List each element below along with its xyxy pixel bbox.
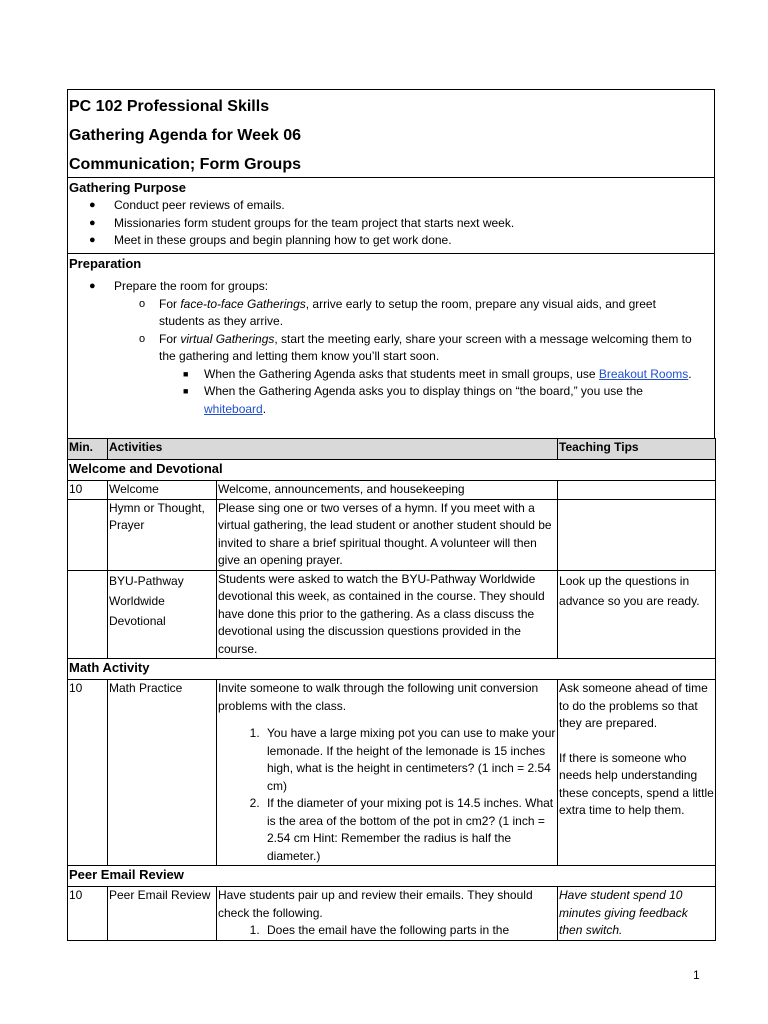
- welcome-section-title: Welcome and Devotional: [68, 460, 716, 481]
- math-problem-list: [218, 725, 556, 865]
- topic-title: Communication; Form Groups: [69, 156, 301, 173]
- course-title: PC 102 Professional Skills: [69, 98, 270, 115]
- list-item: 1. You have a large mixing pot you can use to make your lemonade. If the height of the lemonade is 15 inches high, what is the height in centimeters? (1 inch = 2.54 cm): [263, 725, 556, 795]
- peer-check-list: [218, 922, 556, 940]
- square-bullet-icon: ■: [183, 386, 189, 396]
- whiteboard-link[interactable]: whiteboard: [204, 401, 263, 416]
- list-item: ● Missionaries form student groups for the team project that starts next week.: [68, 215, 714, 233]
- list-item: ● Prepare the room for groups:: [68, 278, 714, 296]
- activities-header: Activities: [108, 439, 558, 460]
- purpose-title: Gathering Purpose: [69, 180, 187, 195]
- section-row: [68, 866, 716, 887]
- table-row: 10 Welcome Welcome, announcements, and housekeeping: [68, 481, 716, 500]
- min-header: Min.: [68, 439, 108, 460]
- preparation-title: Preparation: [69, 256, 142, 271]
- table-row: BYU-Pathway Worldwide Devotional Students were asked to watch the BYU-Pathway Worldwide devotional this week, as contained in the course. They should have done this prior to the gathering. As a class discuss the devotional using the discussion questions provided in the course. Look up the questions in advance so you are ready.: [68, 570, 716, 659]
- list-item: o For face-to-face Gatherings, arrive early to setup the room, prepare any visual aids, and greet students as they arrive.: [139, 296, 656, 328]
- table-header-row: [68, 439, 716, 460]
- circle-bullet-icon: o: [139, 332, 146, 345]
- list-item: 2. If the diameter of your mixing pot is 14.5 inches. What is the area of the bottom of the pot in cm2? (1 inch = 2.54 cm Hint: Remember the radius is half the diameter.): [263, 795, 556, 865]
- bullet-icon: ●: [89, 199, 96, 211]
- bullet-icon: ●: [89, 280, 96, 292]
- table-row: 10 Peer Email Review Have students pair up and review their emails. They should check the following. 1. Does the email have the following parts in the Have student spend 10 minutes giving feedback then switch.: [68, 887, 716, 941]
- math-section-title: Math Activity: [68, 659, 716, 680]
- list-item: 1. Does the email have the following parts in the: [263, 922, 556, 940]
- tips-header: Teaching Tips: [558, 439, 716, 460]
- preparation-section: [67, 253, 715, 439]
- list-item: o For virtual Gatherings, start the meeting early, share your screen with a message welcoming them to the gathering and letting them know you’ll start soon.: [139, 331, 692, 363]
- circle-bullet-icon: o: [139, 297, 146, 310]
- list-item: ■ When the Gathering Agenda asks you to display things on “the board,” you use the whiteboard.: [183, 384, 643, 416]
- list-item: ■ When the Gathering Agenda asks that students meet in small groups, use Breakout Rooms.: [68, 366, 714, 384]
- activities-table: [67, 438, 716, 941]
- list-item: ● Meet in these groups and begin planning how to get work done.: [68, 232, 714, 250]
- gathering-purpose-section: [67, 177, 715, 254]
- table-row: 10 Math Practice Invite someone to walk through the following unit conversion problems with the class. 1. You have a large mixing pot you can use to make your lemonade. If the height of the lemonade is 15 inches high, what is the height in centimeters? (1 inch = 2.54 cm) 2. If the diameter of your mixing pot is 14.5 inches. What is the area of the bottom of the pot in cm2? (1 inch = 2.54 cm Hint: Remember the radius is half the diameter.) Ask someone ahead of time to do the problems so that they are prepared. If there is someone who needs help understanding these concepts, spend a little extra time to help them.: [68, 680, 716, 866]
- square-bullet-icon: ■: [183, 368, 189, 379]
- bullet-icon: ●: [89, 216, 96, 229]
- page-number: 1: [693, 968, 700, 982]
- section-row: [68, 460, 716, 481]
- table-row: Hymn or Thought, Prayer Please sing one or two verses of a hymn. If you meet with a virtual gathering, the lead student or another student should be invited to share a brief spiritual thought. A volunteer will then give an opening prayer.: [68, 499, 716, 570]
- agenda-header: [67, 89, 715, 178]
- section-row: [68, 659, 716, 680]
- agenda-title: Gathering Agenda for Week 06: [69, 127, 302, 144]
- breakout-rooms-link[interactable]: Breakout Rooms: [598, 366, 689, 381]
- list-item: ● Conduct peer reviews of emails.: [68, 197, 714, 215]
- bullet-icon: ●: [89, 234, 96, 246]
- peer-section-title: Peer Email Review: [68, 866, 716, 887]
